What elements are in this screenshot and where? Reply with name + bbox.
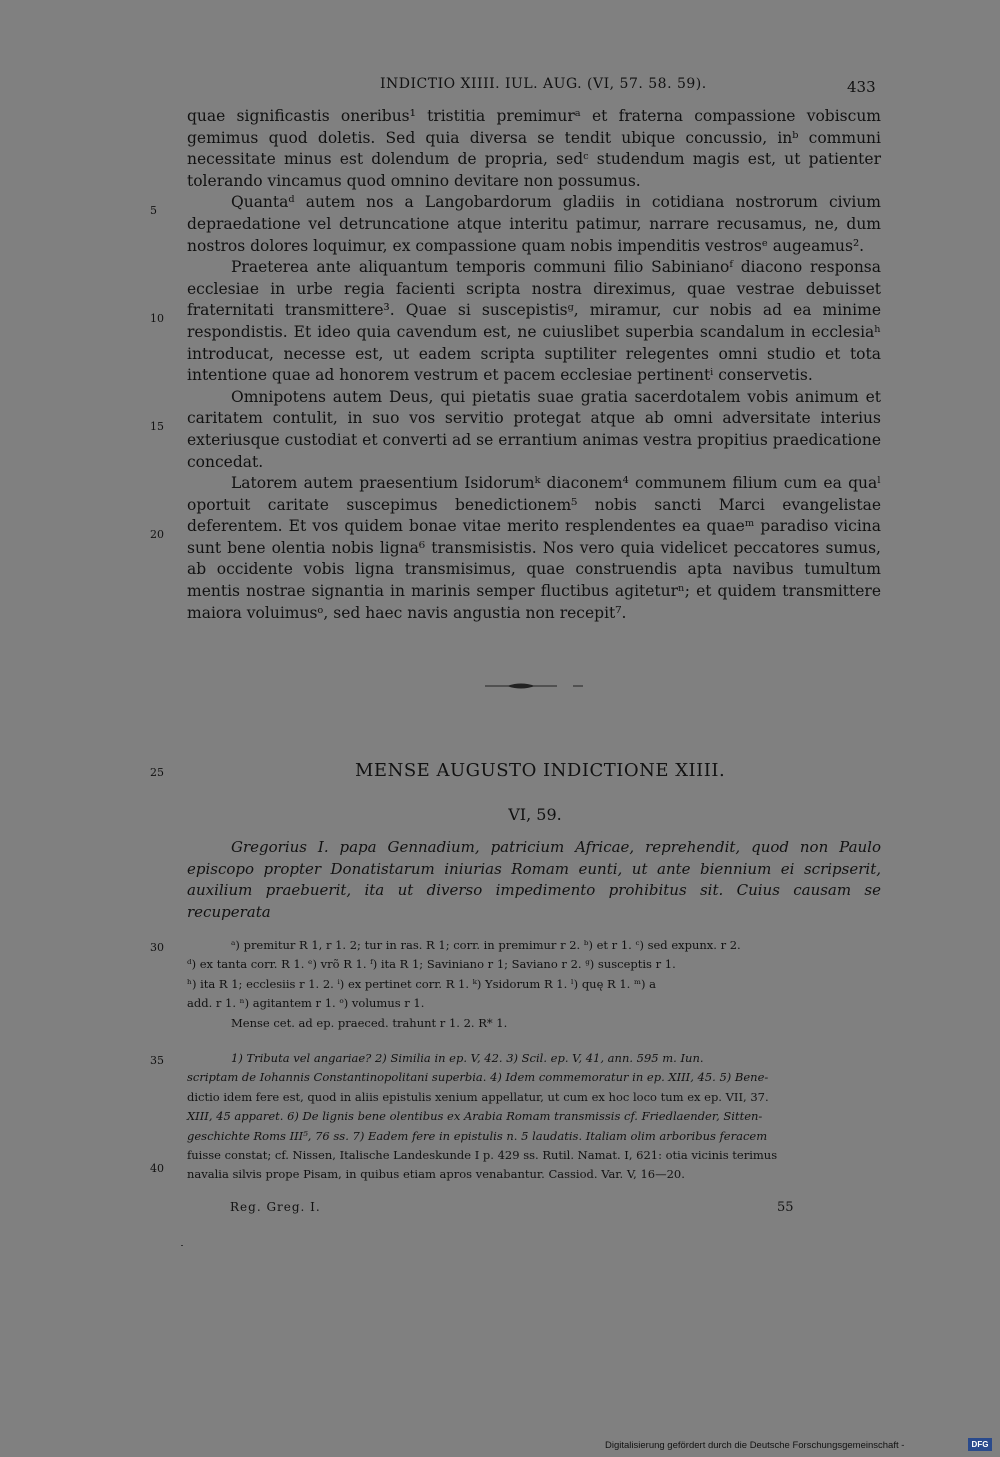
paragraph-3: Praeterea ante aliquantum temporis communi filio Sabinianoᶠ diacono responsa ecclesiae in urbe regia facienti scripta nostra direximus, quae vestrae debuisset fraternitati transmittere³. Quae si suscepistisᵍ, miramur, cur nobis ad ea minime respondistis. Et ideo quia cavendum est, ne cuiuslibet superbia scandalum in ecclesiaʰ introducat, necesse est, ut eadem scripta suptiliter relegentes omni studio et tota intentione quae ad honorem vestrum et pacem ecclesiae pertinentⁱ conservetis. bbox=[187, 258, 881, 385]
dfg-logo: DFG bbox=[968, 1438, 992, 1451]
critical-apparatus bbox=[187, 936, 881, 1033]
document-number: VI, 59. bbox=[508, 805, 562, 824]
letter-body bbox=[187, 106, 881, 624]
line-number-25: 25 bbox=[150, 766, 164, 779]
commentary-line: navalia silvis prope Pisam, in quibus etiam apros venabantur. Cassiod. Var. V, 16—20. bbox=[187, 1167, 685, 1182]
apparatus-line: add. r 1. ⁿ) agitantem r 1. ᵒ) volumus r 1. bbox=[187, 996, 425, 1011]
line-number-40: 40 bbox=[150, 1162, 164, 1175]
scan-speck bbox=[181, 1245, 183, 1246]
commentary-line: geschichte Roms III⁵, 76 ss. 7) Eadem fere in epistulis n. 5 laudatis. Italiam olim arboribus feracem bbox=[187, 1128, 768, 1143]
paragraph-1: quae significastis oneribus¹ tristitia premimurᵃ et fraterna compassione vobiscum gemimus quod doletis. Sed quia diversa se tendit ubique concussio, inᵇ communi necessitate minus est dolendum de propria, sedᶜ studendum magis est, ut patienter tolerando vincamus quod omnino devitare non possumus. bbox=[187, 107, 881, 190]
commentary-notes bbox=[187, 1049, 881, 1185]
commentary-line: scriptam de Iohannis Constantinopolitani superbia. 4) Idem commemoratur in ep. XIII, 45. 5) Bene- bbox=[187, 1070, 769, 1085]
line-number-30: 30 bbox=[150, 941, 164, 954]
commentary-line: 1) Tributa vel angariae? 2) Similia in ep. V, 42. 3) Scil. ep. V, 41, ann. 595 m. Iun. bbox=[231, 1051, 704, 1065]
apparatus-line: ʰ) ita R 1; ecclesiis r 1. 2. ⁱ) ex pertinet corr. R 1. ᵏ) Ysidorum R 1. ˡ) quę R 1. ᵐ) a bbox=[187, 976, 657, 991]
ornament-divider bbox=[485, 676, 585, 696]
paragraph-2: Quantaᵈ autem nos a Langobardorum gladiis in cotidiana nostrorum civium depraedatione vel detruncatione atque interitu patimur, narrare recusamus, ne, dum nostros dolores loquimur, ex compassione quam nobis impenditis vestrosᵉ augeamus². bbox=[187, 193, 881, 255]
paragraph-5: Latorem autem praesentium Isidorumᵏ diaconem⁴ communem filium cum ea quaˡ oportuit caritate suscepimus benedictionem⁵ nobis sancti Marci evangelistae deferentem. Et vos quidem bonae vitae merito resplendentes ea quaeᵐ paradiso vicina sunt bene olentia nobis ligna⁶ transmisistis. Nos vero quia videlicet peccatores sumus, ab occidente vobis ligna transmisimus, quae construendis apta navibus tumultum mentis nostrae signantia in marinis semper fluctibus agiteturⁿ; et quidem transmittere maiora voluimusᵒ, sed haec navis angustia non recepit⁷. bbox=[187, 474, 881, 622]
apparatus-line: ᵃ) premitur R 1, r 1. 2; tur in ras. R 1; corr. in premimur r 2. ᵇ) et r 1. ᶜ) sed expunx. r 2. bbox=[231, 938, 741, 952]
apparatus-line: Mense cet. ad ep. praeced. trahunt r 1. 2. R* 1. bbox=[231, 1015, 508, 1030]
letter-summary: Gregorius I. papa Gennadium, patricium Africae, reprehendit, quod non Paulo episcopo propter Donatistarum iniurias Romam eunti, ut ante biennium ei scripserit, auxilium praebuerit, ita ut diverso impedimento prohibitus sit. Cuius causam se recuperata bbox=[187, 838, 881, 921]
paragraph-4: Omnipotens autem Deus, qui pietatis suae gratia sacerdotalem vobis animum et caritatem contulit, in suo vos servitio protegat atque ab omni adversitate interius exteriusque custodiat et converti ad se errantium animas vestra propitius praedicatione concedat. bbox=[187, 387, 881, 471]
line-number-15: 15 bbox=[150, 420, 164, 433]
page-number: 433 bbox=[847, 78, 876, 96]
line-number-5: 5 bbox=[150, 204, 157, 217]
commentary-line: fuisse constat; cf. Nissen, Italische Landeskunde I p. 429 ss. Rutil. Namat. I, 621: otia vicinis terimus bbox=[187, 1148, 778, 1163]
sheet-number: 55 bbox=[777, 1200, 794, 1215]
line-number-20: 20 bbox=[150, 528, 164, 541]
running-title: INDICTIO XIIII. IUL. AUG. (VI, 57. 58. 59). bbox=[380, 76, 707, 92]
commentary-line: dictio idem fere est, quod in aliis epistulis xenium appellatur, ut cum ex hoc loco tum ex ep. VII, 37. bbox=[187, 1089, 769, 1104]
commentary-line: XIII, 45 apparet. 6) De lignis bene olentibus ex Arabia Romam transmissis cf. Friedlaender, Sitten- bbox=[187, 1109, 763, 1124]
line-number-10: 10 bbox=[150, 312, 164, 325]
line-number-35: 35 bbox=[150, 1054, 164, 1067]
funding-credit: Digitalisierung gefördert durch die Deutsche Forschungsgemeinschaft - bbox=[605, 1440, 905, 1451]
apparatus-line: ᵈ) ex tanta corr. R 1. ᵉ) vrõ R 1. ᶠ) ita R 1; Saviniano r 1; Saviano r 2. ᵍ) susceptis r 1. bbox=[187, 957, 676, 972]
section-title: MENSE AUGUSTO INDICTIONE XIIII. bbox=[355, 760, 726, 781]
signature-mark: Reg. Greg. I. bbox=[230, 1200, 321, 1214]
